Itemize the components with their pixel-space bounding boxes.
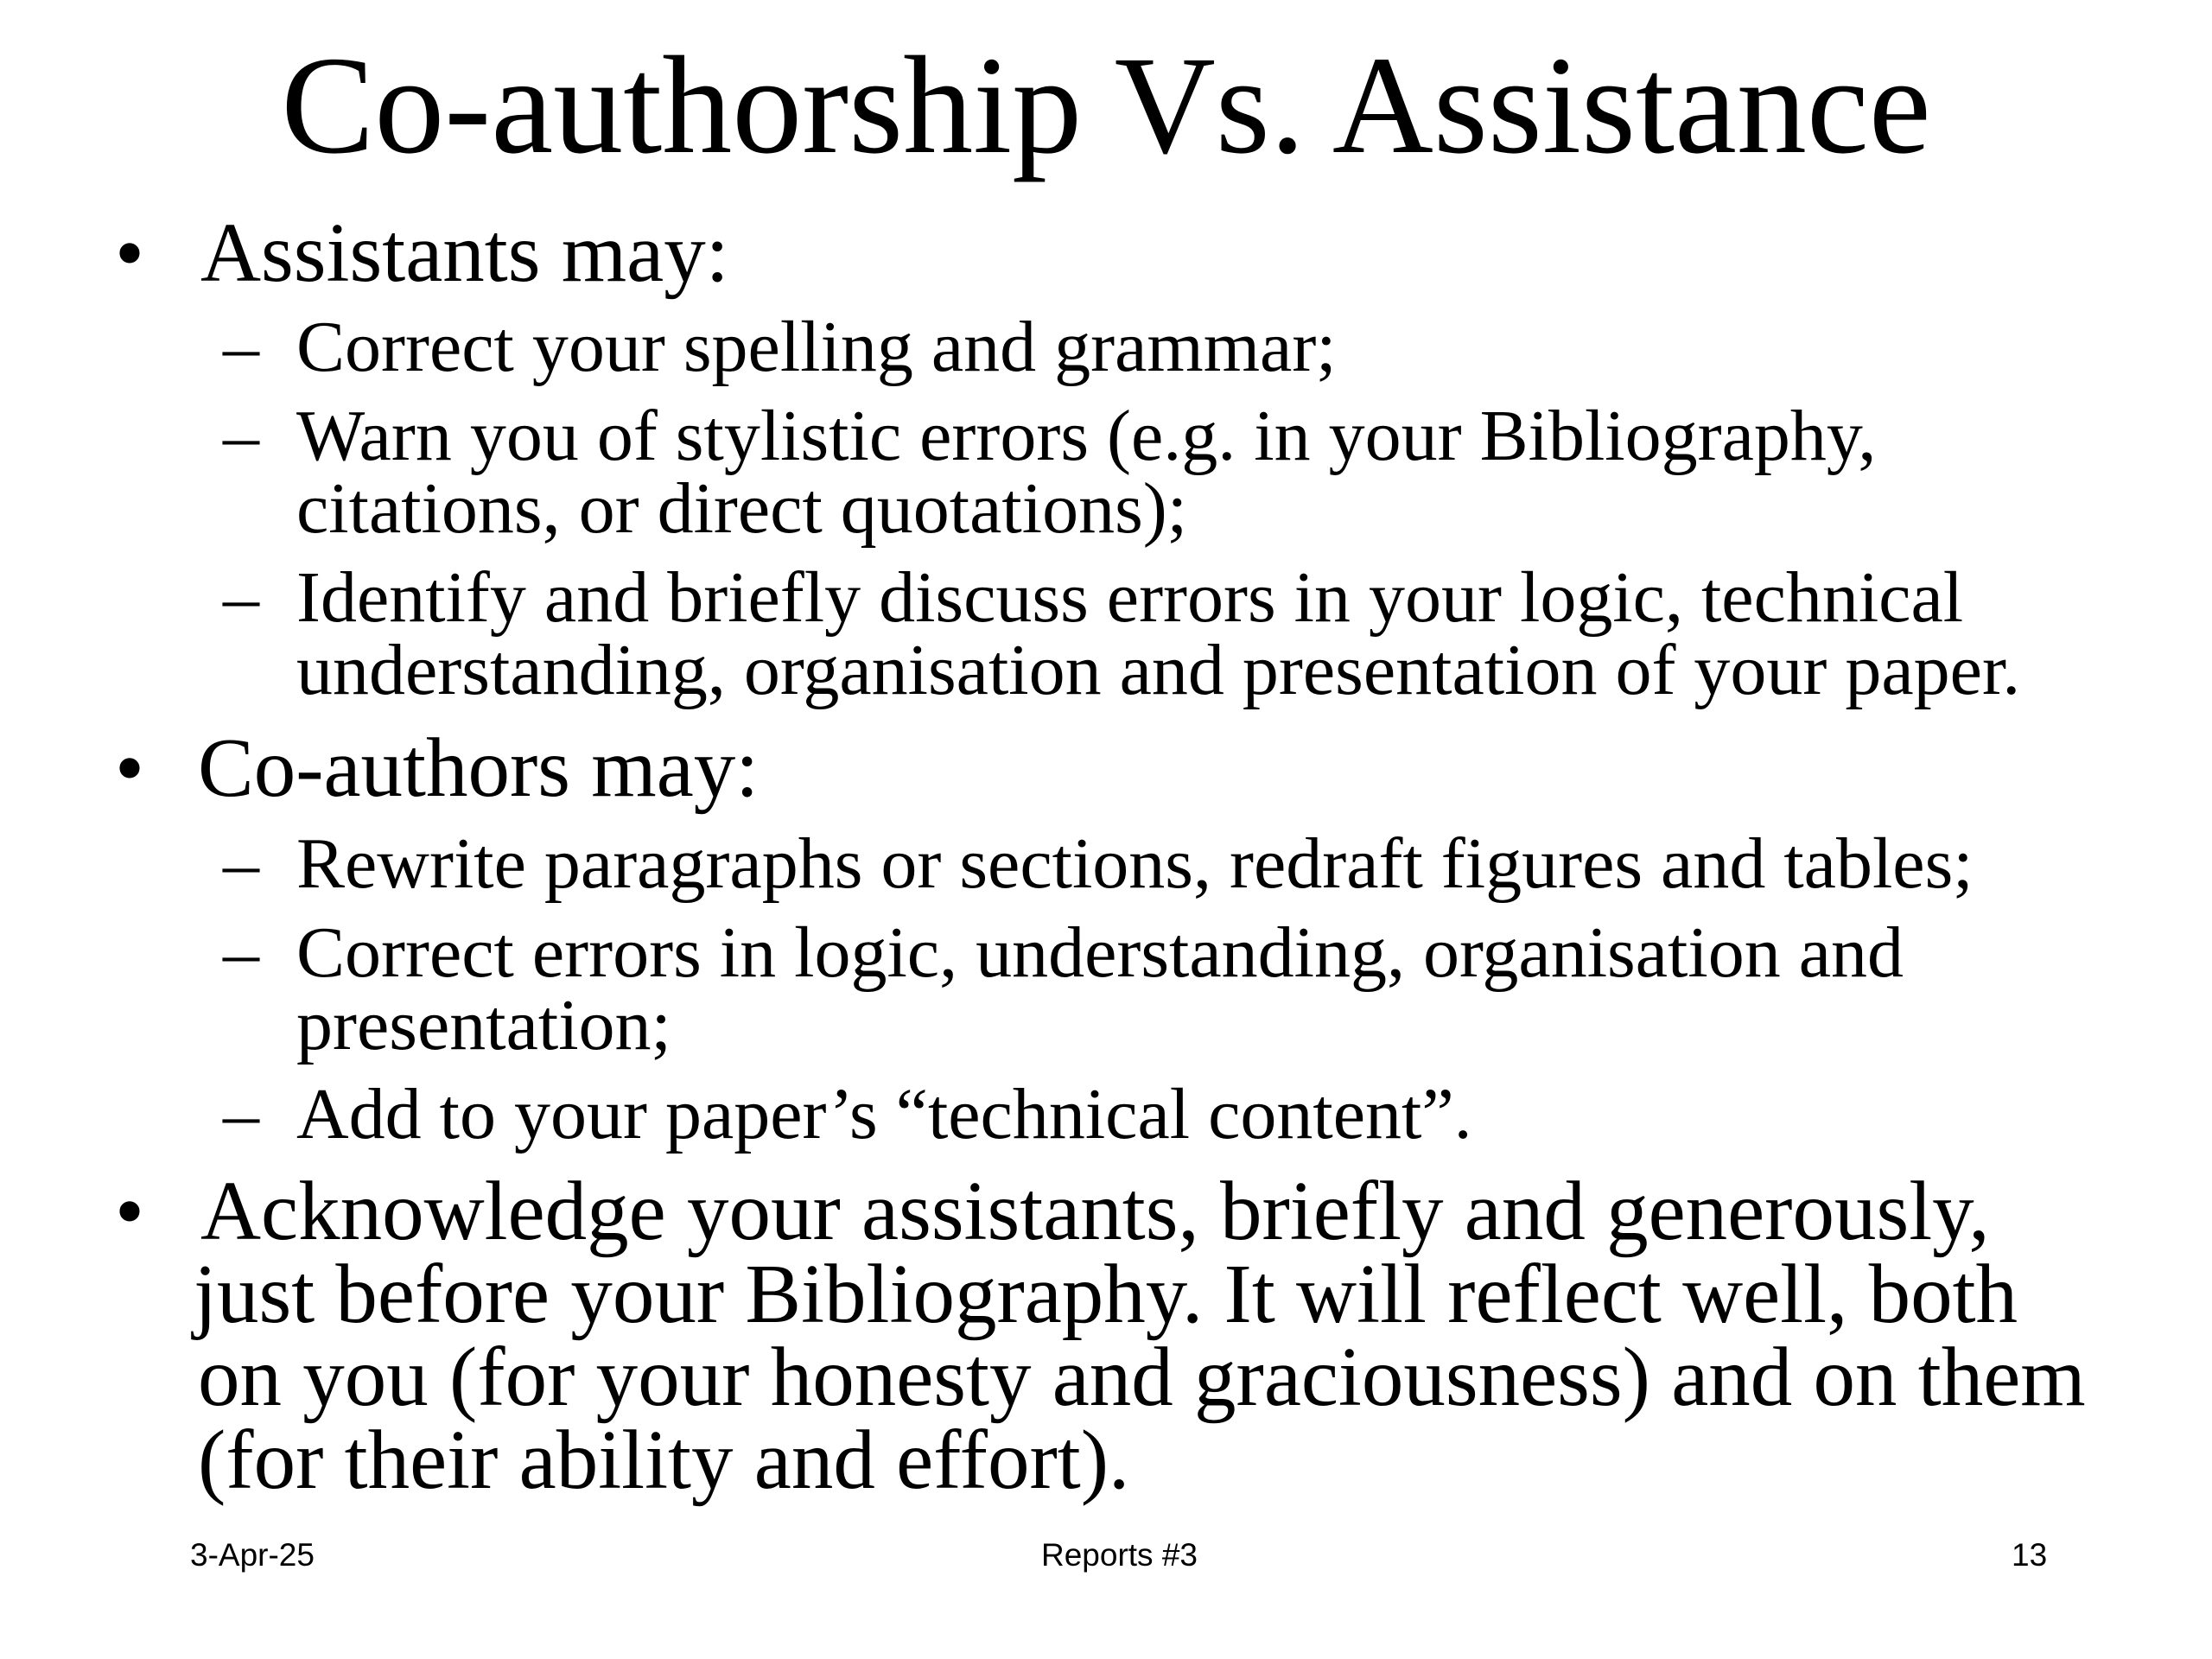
sub-item-marker: –: [223, 823, 259, 904]
sub-item-line: Warn you of stylistic errors (e.g. in your Bibliography,: [296, 396, 1877, 476]
sub-item-marker: –: [223, 396, 259, 476]
sub-item-line: presentation;: [296, 985, 671, 1065]
bullet-acknowledge-line: Acknowledge your assistants, briefly and generously,: [200, 1165, 1990, 1257]
bullet-acknowledge-line: (for their ability and effort).: [198, 1414, 1130, 1506]
bullet-marker: •: [115, 1165, 144, 1257]
sub-item-line: Rewrite paragraphs or sections, redraft figures and tables;: [296, 823, 1974, 904]
sub-item-line: Correct your spelling and grammar;: [296, 307, 1337, 387]
sub-item-line: citations, or direct quotations);: [296, 468, 1188, 549]
sub-item-marker: –: [223, 307, 259, 387]
footer-page-number: 13: [2012, 1537, 2048, 1573]
footer-title: Reports #3: [1041, 1537, 1198, 1573]
bullet-acknowledge-line: just before your Bibliography. It will reflect well, both: [194, 1248, 2018, 1340]
sub-item-marker: –: [223, 557, 259, 638]
sub-item-line: Identify and briefly discuss errors in your logic, technical: [296, 557, 1964, 638]
sub-item-marker: –: [223, 912, 259, 993]
bullet-acknowledge-line: on you (for your honesty and graciousness) and on them: [198, 1331, 2086, 1423]
sub-item-line: understanding, organisation and presentation of your paper.: [296, 630, 2021, 710]
sub-item-line: Correct errors in logic, understanding, organisation and: [296, 912, 1904, 993]
bullet-heading-coauthors: Co-authors may:: [198, 721, 760, 814]
sub-item-marker: –: [223, 1074, 259, 1154]
slide-title: Co-authorship Vs. Assistance: [281, 29, 1931, 183]
sub-item-line: Add to your paper’s “technical content”.: [296, 1074, 1472, 1154]
bullet-heading-assistants: Assistants may:: [200, 207, 729, 299]
footer-date: 3-Apr-25: [190, 1537, 315, 1573]
bullet-marker: •: [115, 207, 144, 299]
bullet-marker: •: [115, 721, 144, 814]
